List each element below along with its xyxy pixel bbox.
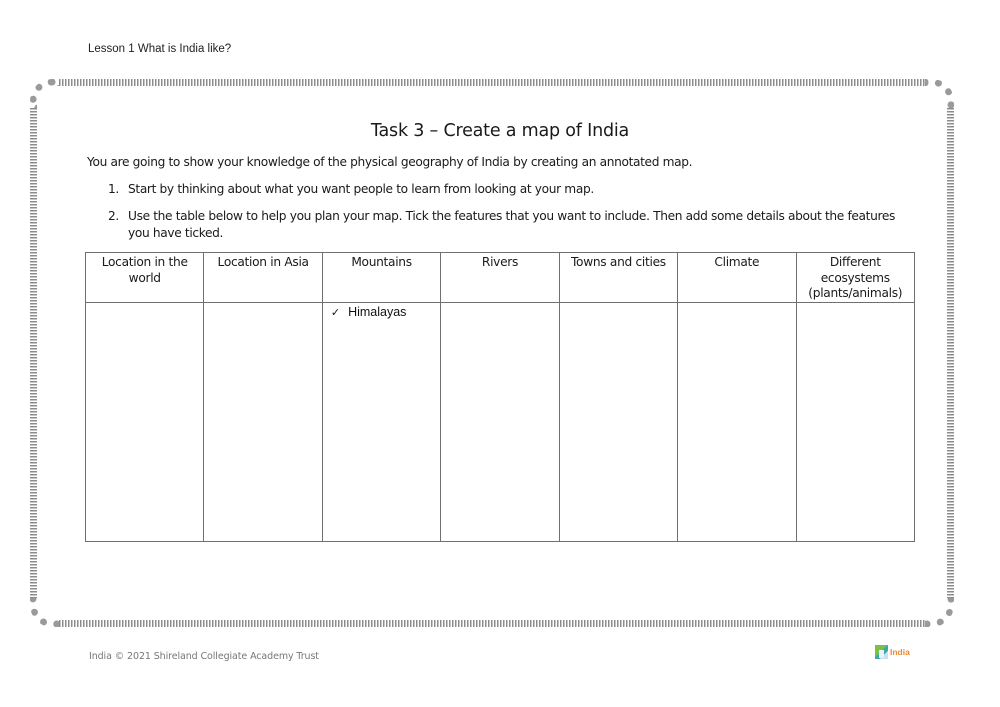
logo-icon <box>875 645 888 659</box>
column-header-climate: Climate <box>678 253 796 303</box>
cell-mountains[interactable] <box>322 303 440 542</box>
table-header-row <box>86 253 915 303</box>
column-header-location-world: Location in the world <box>86 253 204 303</box>
ticked-feature <box>323 303 440 319</box>
column-header-towns-cities: Towns and cities <box>559 253 677 303</box>
lesson-header: Lesson 1 What is India like? <box>88 43 232 55</box>
feature-label: Himalayas <box>348 305 407 319</box>
cell-climate[interactable] <box>678 303 796 542</box>
checkmark-icon: ✓ <box>330 306 341 319</box>
cell-ecosystems[interactable] <box>796 303 914 542</box>
india-logo <box>875 645 910 659</box>
step-text: Use the table below to help you plan your map. Tick the features that you want to include. Then add some details about the features you have ticked. <box>128 209 895 240</box>
column-header-ecosystems: Different ecosystems (plants/animals) <box>796 253 914 303</box>
logo-text: India <box>890 647 910 657</box>
column-header-mountains: Mountains <box>322 253 440 303</box>
task-title: Task 3 – Create a map of India <box>370 121 630 141</box>
cell-rivers[interactable] <box>441 303 559 542</box>
column-header-location-asia: Location in Asia <box>204 253 322 303</box>
cell-towns-cities[interactable] <box>559 303 677 542</box>
footer-copyright: India © 2021 Shireland Collegiate Academy Trust <box>89 651 319 662</box>
column-header-rivers: Rivers <box>441 253 559 303</box>
map-planning-table <box>85 252 915 542</box>
step-text: Start by thinking about what you want people to learn from looking at your map. <box>128 182 594 196</box>
step-number: 2. <box>108 209 119 223</box>
cell-location-world[interactable] <box>86 303 204 542</box>
task-intro: You are going to show your knowledge of the physical geography of India by creating an annotated map. <box>87 155 693 169</box>
cell-location-asia[interactable] <box>204 303 322 542</box>
table-row <box>86 303 915 542</box>
step-number: 1. <box>108 182 119 196</box>
